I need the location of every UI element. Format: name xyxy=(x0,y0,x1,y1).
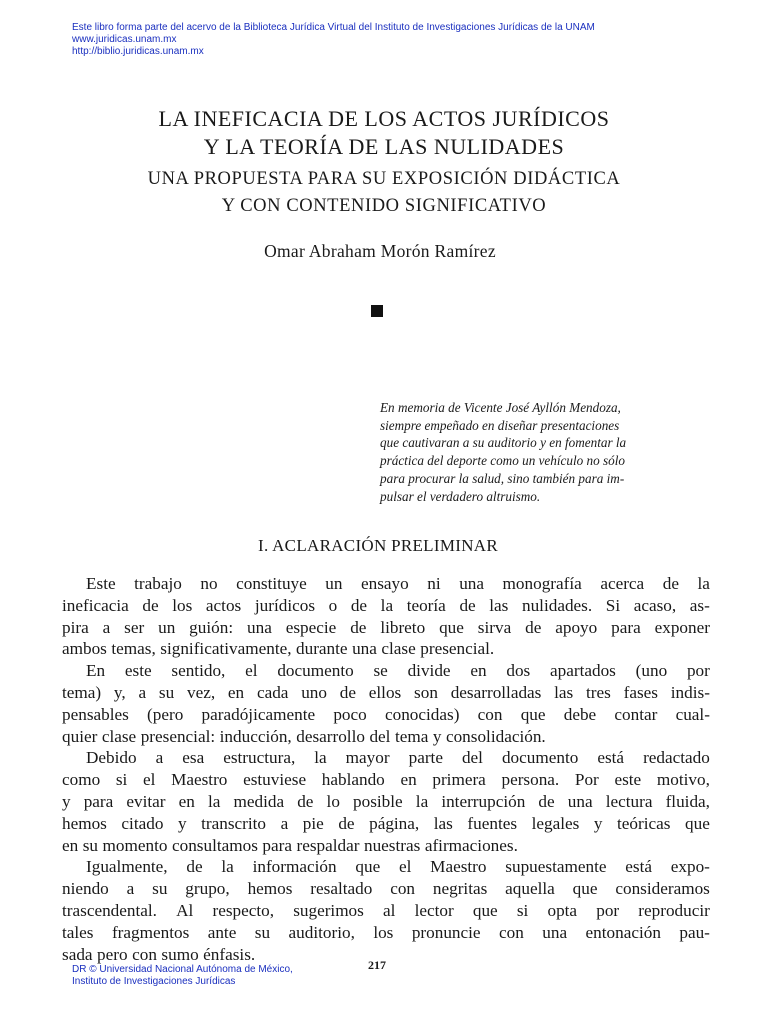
header-link-biblio[interactable]: http://biblio.juridicas.unam.mx xyxy=(72,46,204,57)
footer-line-2: Instituto de Investigaciones Jurídicas xyxy=(72,976,236,987)
dedication-line: siempre empeñado en diseñar presentaciones xyxy=(380,417,620,433)
header-notice: Este libro forma parte del acervo de la Biblioteca Jurídica Virtual del Instituto de Investigaciones Jurídicas de la UNAM xyxy=(72,22,595,33)
square-ornament-icon xyxy=(371,305,383,317)
body-line: sada pero con sumo énfasis. xyxy=(62,944,256,964)
library-header xyxy=(72,22,595,58)
body-line: ineficacia de los actos jurídicos o de la teoría de las nulidades. Si acaso, as- xyxy=(62,595,710,615)
body-line: Este trabajo no constituye un ensayo ni una monografía acerca de la xyxy=(86,574,710,593)
body-line: trascendental. Al respecto, sugerimos al lector que si opta por reproducir xyxy=(62,900,710,920)
dedication-line: práctica del deporte como un vehículo no sólo xyxy=(380,453,626,469)
subtitle-line-1: UNA PROPUESTA PARA SU EXPOSICIÓN DIDÁCTICA xyxy=(147,169,621,189)
header-link-juridicas[interactable]: www.juridicas.unam.mx xyxy=(72,34,177,45)
title-line-2: Y LA TEORÍA DE LAS NULIDADES xyxy=(203,134,565,159)
section-heading: I. ACLARACIÓN PRELIMINAR xyxy=(257,536,498,555)
body-line: En este sentido, el documento se divide en dos apartados (uno por xyxy=(86,661,710,681)
body-line: tema) y, a su vez, en cada uno de ellos son desarrolladas las tres fases indis- xyxy=(62,682,710,702)
body-line: en su momento consultamos para respaldar nuestras afirmaciones. xyxy=(62,835,518,855)
body-line: niendo a su grupo, hemos resaltado con negritas aquella que consideramos xyxy=(62,879,710,899)
subtitle-line-2: Y CON CONTENIDO SIGNIFICATIVO xyxy=(221,196,547,216)
author-name: Omar Abraham Morón Ramírez xyxy=(264,241,496,261)
body-line: Igualmente, de la información que el Maestro supuestamente está expo- xyxy=(86,857,710,877)
body-line: quier clase presencial: inducción, desarrollo del tema y consolidación. xyxy=(62,726,546,746)
dedication-line: En memoria de Vicente José Ayllón Mendoza, xyxy=(380,400,621,415)
title-line-1: LA INEFICACIA DE LOS ACTOS JURÍDICOS xyxy=(158,106,610,131)
body-line: tales fragmentos ante su auditorio, los pronuncie con una entonación pau- xyxy=(62,922,710,942)
body-line: ambos temas, significativamente, durante una clase presencial. xyxy=(62,639,495,659)
body-text xyxy=(62,573,710,965)
body-line: y para evitar en la medida de lo posible la interrupción de una lectura fluida, xyxy=(62,791,710,811)
dedication-line: pulsar el verdadero altruismo. xyxy=(380,488,541,504)
dedication-line: para procurar la salud, sino también para im- xyxy=(380,470,625,486)
body-line: Debido a esa estructura, la mayor parte del documento está redactado xyxy=(86,748,710,768)
body-line: pensables (pero paradójicamente poco conocidas) con que debe contar cual- xyxy=(62,704,710,724)
dedication-line: que cautivaran a su auditorio y en fomentar la xyxy=(380,435,627,451)
page-number: 217 xyxy=(368,958,386,972)
footer-line-1: DR © Universidad Nacional Autónoma de México, xyxy=(72,964,293,975)
dedication xyxy=(380,399,710,505)
body-line: como si el Maestro estuviese hablando en primera persona. Por este motivo, xyxy=(62,770,710,790)
copyright-footer xyxy=(72,964,293,988)
body-line: pira a ser un guión: una especie de libreto que sirva de apoyo para exponer xyxy=(62,617,710,637)
body-line: hemos citado y transcrito a pie de página, las fuentes legales y teóricas que xyxy=(62,813,710,833)
